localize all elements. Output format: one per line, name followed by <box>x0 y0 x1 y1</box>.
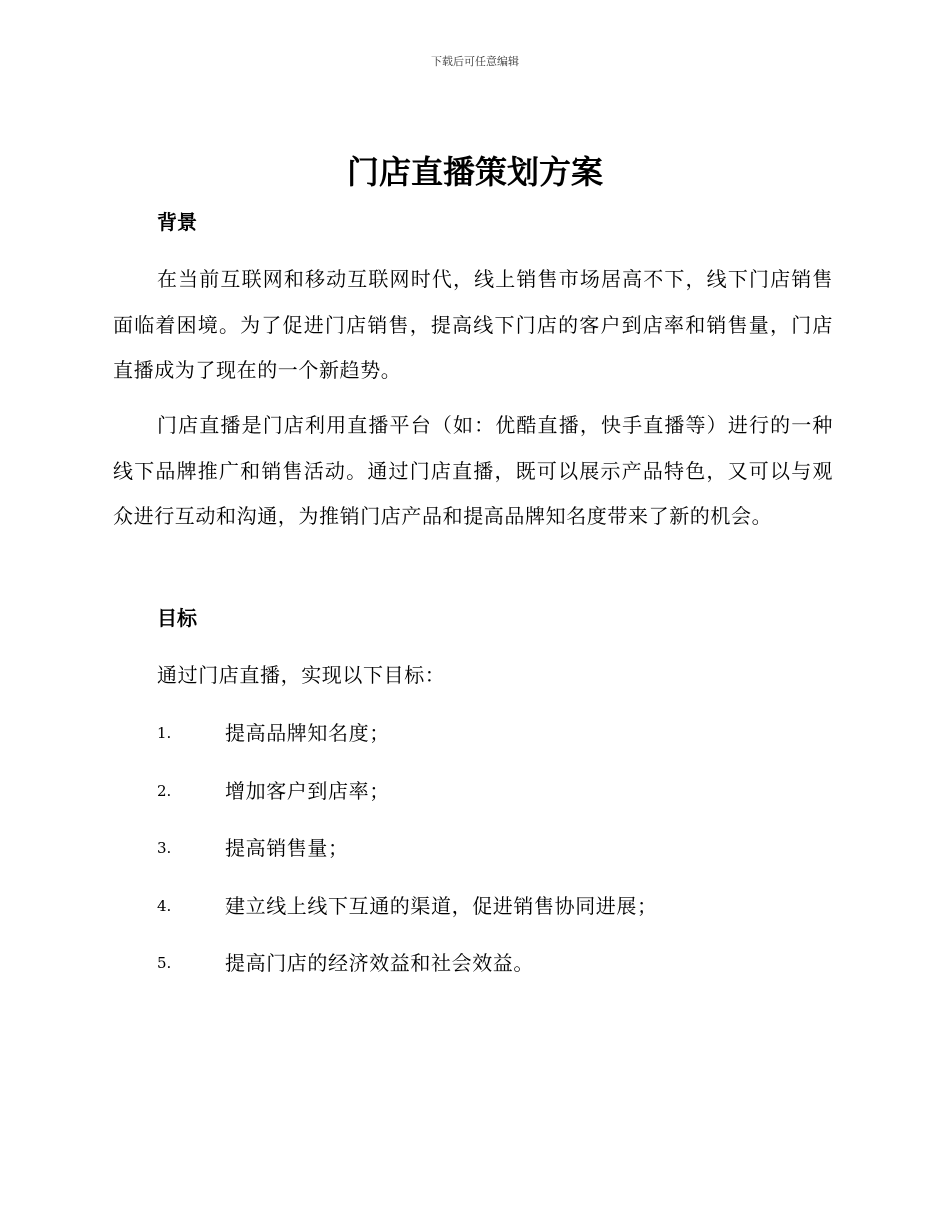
background-paragraph-2: 门店直播是门店利用直播平台（如：优酷直播，快手直播等）进行的一种线下品牌推广和销售活动。通过门店直播，既可以展示产品特色，又可以与观众进行互动和沟通，为推销门店产品和提高品牌知名度带来了新的机会。 <box>113 413 833 528</box>
list-item-number: 4. <box>157 896 172 915</box>
list-item-number: 2. <box>157 781 172 800</box>
list-item <box>157 776 658 834</box>
goals-intro: 通过门店直播，实现以下目标： <box>157 663 446 687</box>
list-item <box>157 718 658 776</box>
list-item <box>157 948 658 1006</box>
list-item-text: 提高销售量； <box>225 836 349 860</box>
list-item-text: 提高门店的经济效益和社会效益。 <box>225 951 534 975</box>
list-item-number: 1. <box>157 724 172 742</box>
document-title: 门店直播策划方案 <box>346 153 603 191</box>
list-item-text: 增加客户到店率； <box>225 778 390 803</box>
list-item <box>157 891 658 949</box>
goals-list <box>157 718 658 1006</box>
header-note: 下载后可任意编辑 <box>431 55 519 68</box>
list-item-number: 3. <box>157 839 172 857</box>
list-item-number: 5. <box>157 954 172 972</box>
background-paragraph-1: 在当前互联网和移动互联网时代，线上销售市场居高不下，线下门店销售面临着困境。为了促进门店销售，提高线下门店的客户到店率和销售量，门店直播成为了现在的一个新趋势。 <box>113 267 833 382</box>
list-item <box>157 833 658 891</box>
list-item-text: 建立线上线下互通的渠道，促进销售协同进展； <box>225 893 658 918</box>
list-item-text: 提高品牌知名度； <box>225 721 390 745</box>
section-heading-background: 背景 <box>157 210 197 234</box>
section-heading-goals: 目标 <box>157 606 197 630</box>
